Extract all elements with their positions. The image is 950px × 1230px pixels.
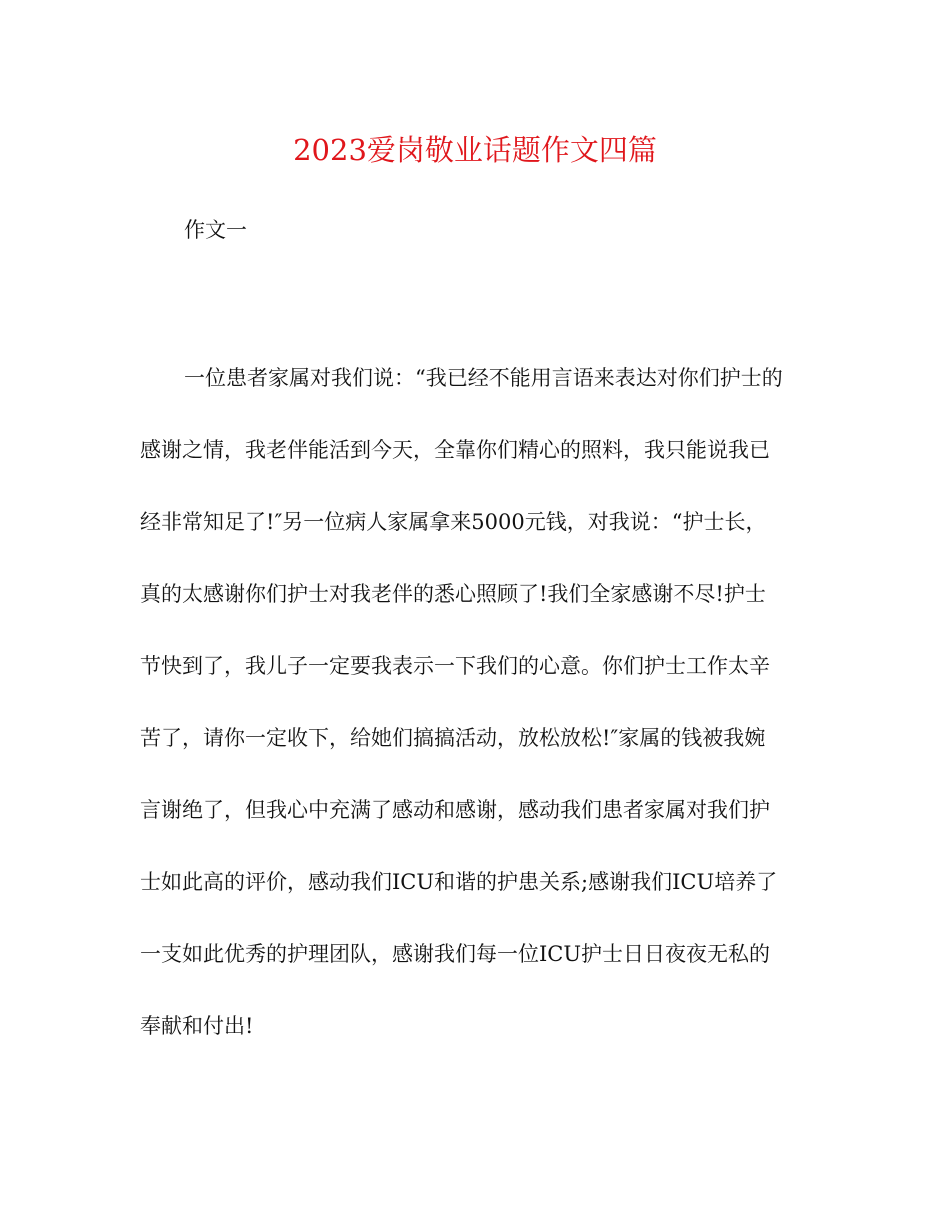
paragraph-line: 奉献和付出! (140, 1014, 254, 1038)
paragraph-line: 士如此高的评价，感动我们ICU和谐的护患关系;感谢我们ICU培养了 (140, 870, 778, 894)
paragraph-line: 一支如此优秀的护理团队，感谢我们每一位ICU护士日日夜夜无私的 (140, 942, 771, 966)
paragraph-line: 真的太感谢你们护士对我老伴的悉心照顾了!我们全家感谢不尽!护士 (140, 582, 766, 606)
document-title: 2023爱岗敬业话题作文四篇 (293, 133, 657, 167)
paragraph-line: 一位患者家属对我们说：“我已经不能用言语来表达对你们护士的 (184, 366, 783, 390)
paragraph-line: 苦了，请你一定收下，给她们搞搞活动，放松放松!″家属的钱被我婉 (140, 726, 766, 750)
paragraph-line: 感谢之情，我老伴能活到今天，全靠你们精心的照料，我只能说我已 (140, 438, 770, 462)
essay-paragraph (140, 360, 820, 1080)
paragraph-line: 言谢绝了，但我心中充满了感动和感谢，感动我们患者家属对我们护 (140, 798, 770, 822)
paragraph-line: 经非常知足了!″另一位病人家属拿来5000元钱，对我说：“护士长， (140, 510, 767, 534)
section-heading: 作文一 (184, 218, 247, 242)
paragraph-line: 节快到了，我儿子一定要我表示一下我们的心意。你们护士工作太辛 (140, 654, 770, 678)
